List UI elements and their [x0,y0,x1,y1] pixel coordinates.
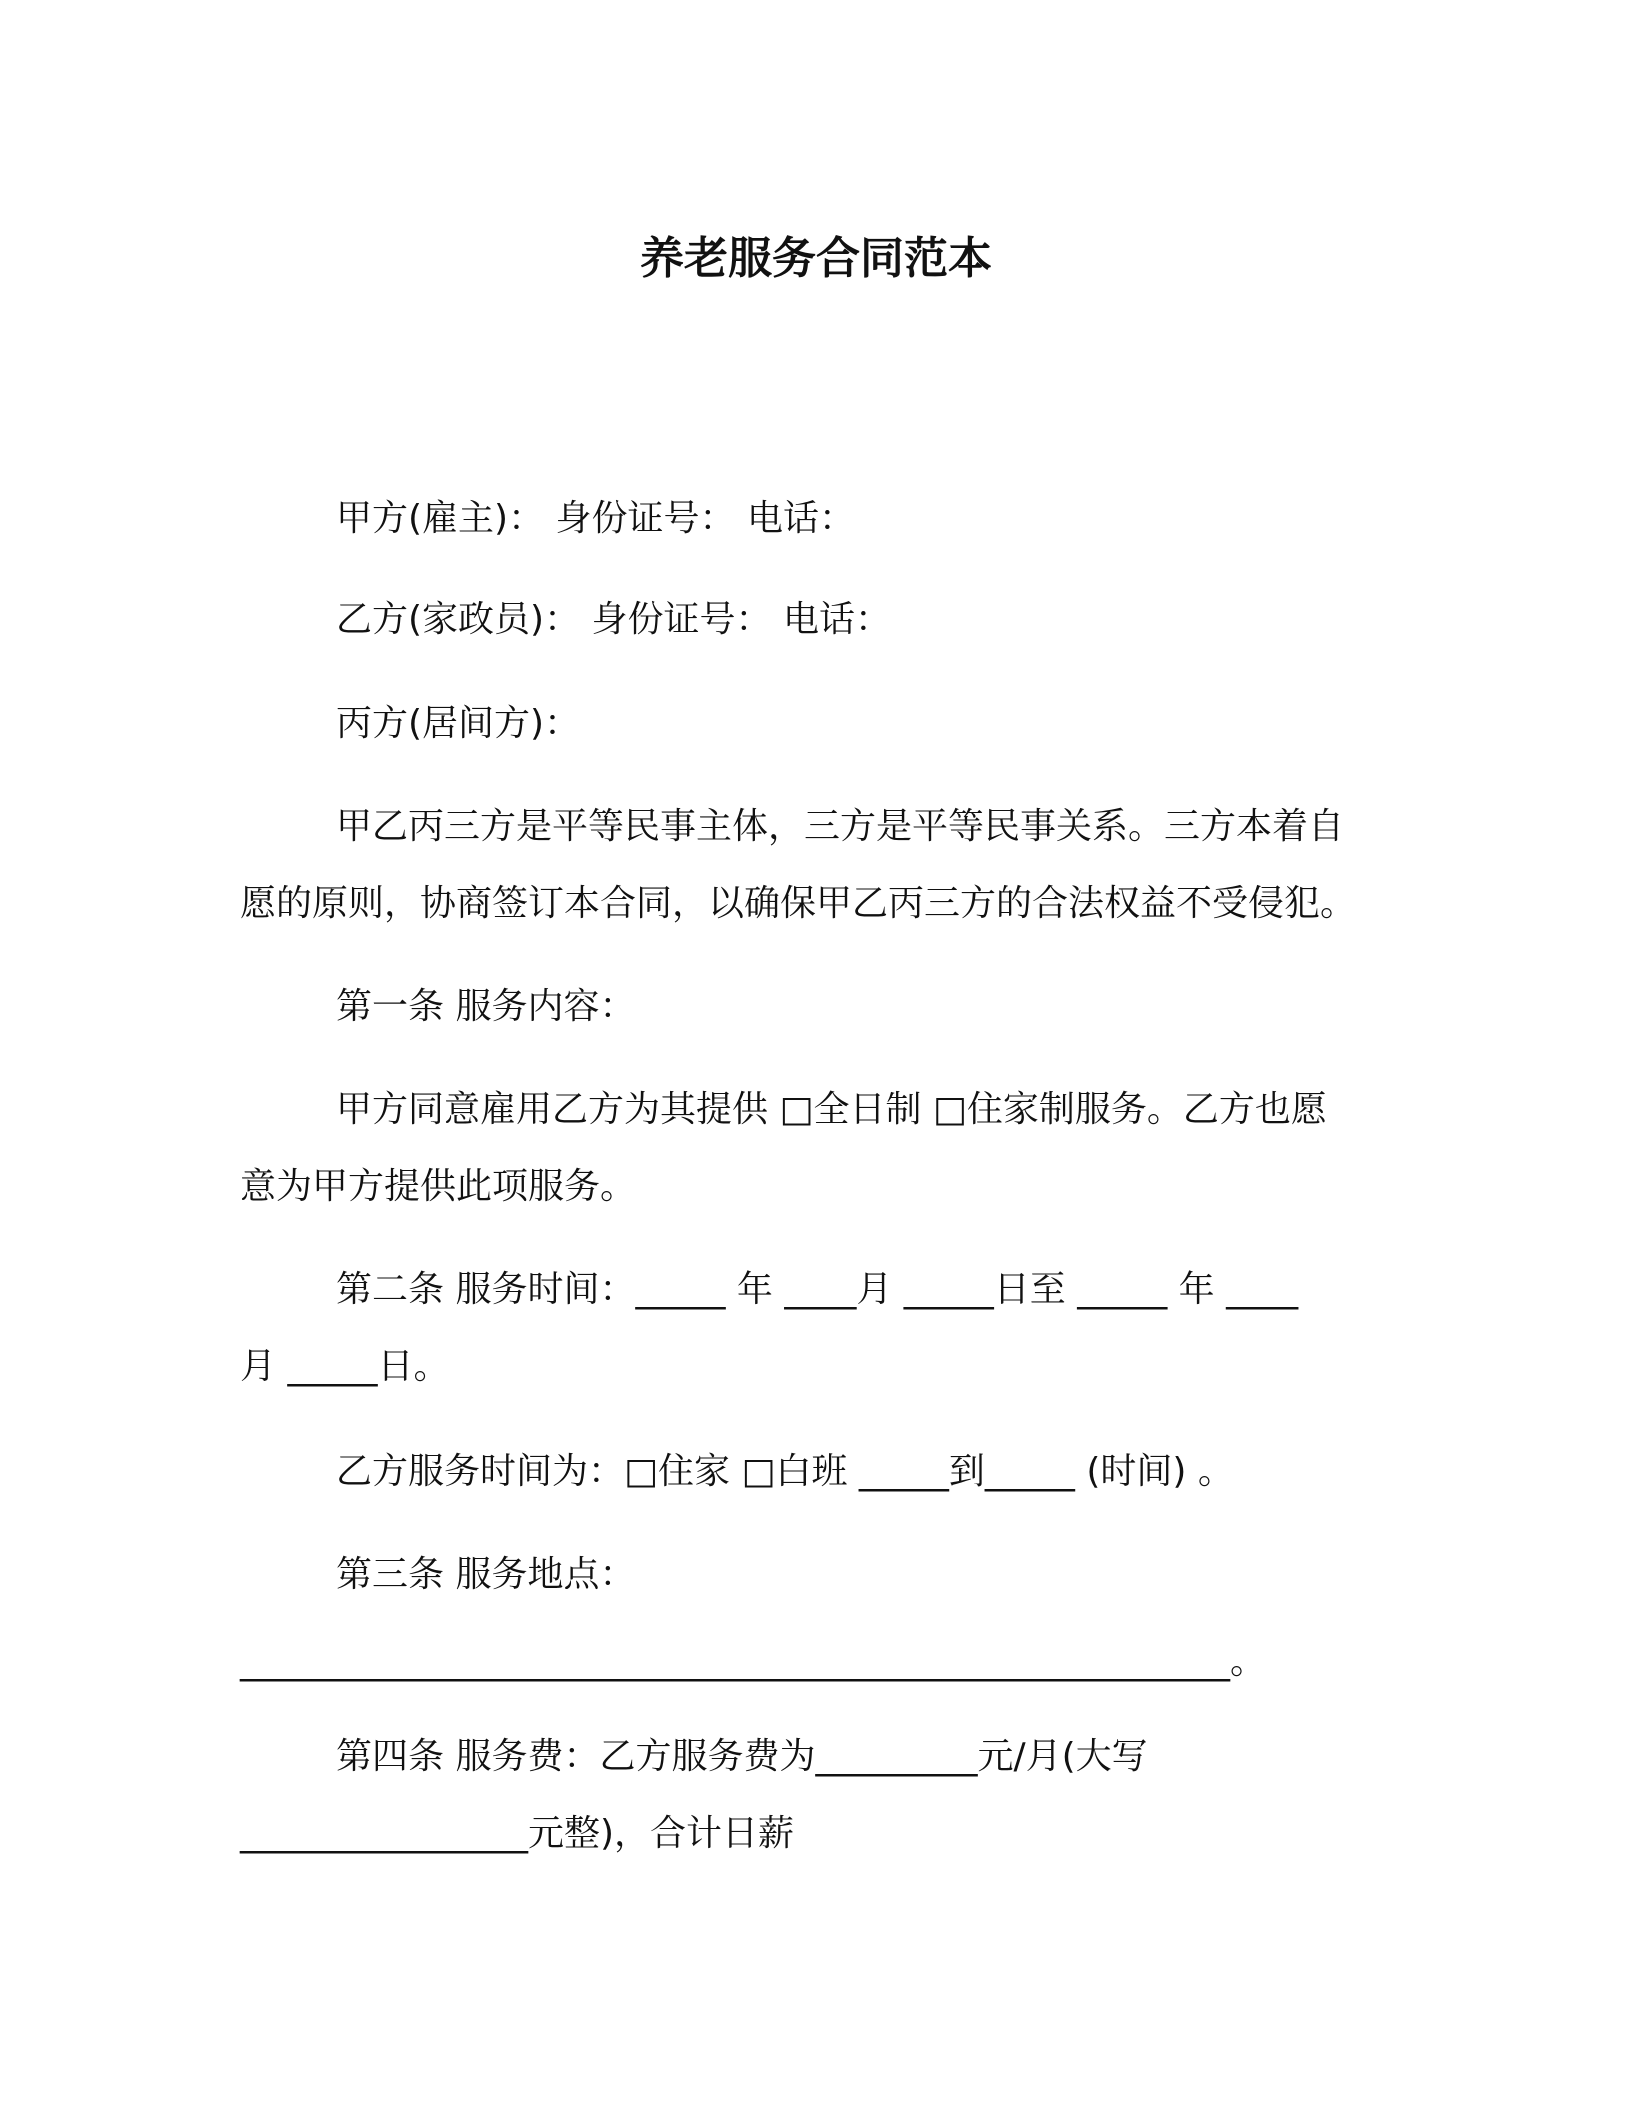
article1-heading: 第一条 服务内容： [336,986,636,1027]
article4-line-2: ________________元整)，合计日薪 [240,1813,795,1854]
article3-heading: 第三条 服务地点： [336,1554,636,1595]
party-b-line: 乙方(家政员)： 身份证号： 电话： [336,599,891,640]
article1-line-2: 意为甲方提供此项服务。 [240,1166,637,1207]
party-c-line: 丙方(居间方)： [336,703,581,744]
document-title: 养老服务合同范本 [640,233,992,284]
article2-line-1: 第二条 服务时间：_____ 年 ____月 _____日至 _____ 年 ____ [336,1269,1299,1310]
article2-line-2: 月 _____日。 [240,1346,450,1387]
article3-address-line: _______________________________________________________。 [240,1641,1266,1682]
preamble-line-2: 愿的原则，协商签订本合同，以确保甲乙丙三方的合法权益不受侵犯。 [240,883,1357,924]
preamble-line-1: 甲乙丙三方是平等民事主体，三方是平等民事关系。三方本着自 [336,806,1345,847]
article4-line-1: 第四条 服务费：乙方服务费为_________元/月(大写 [336,1736,1148,1777]
article2-service-hours: 乙方服务时间为：□住家 □白班 _____到_____ (时间) 。 [336,1451,1234,1492]
article1-line-1: 甲方同意雇用乙方为其提供 □全日制 □住家制服务。乙方也愿 [336,1089,1327,1130]
party-a-line: 甲方(雇主)： 身份证号： 电话： [336,498,855,539]
